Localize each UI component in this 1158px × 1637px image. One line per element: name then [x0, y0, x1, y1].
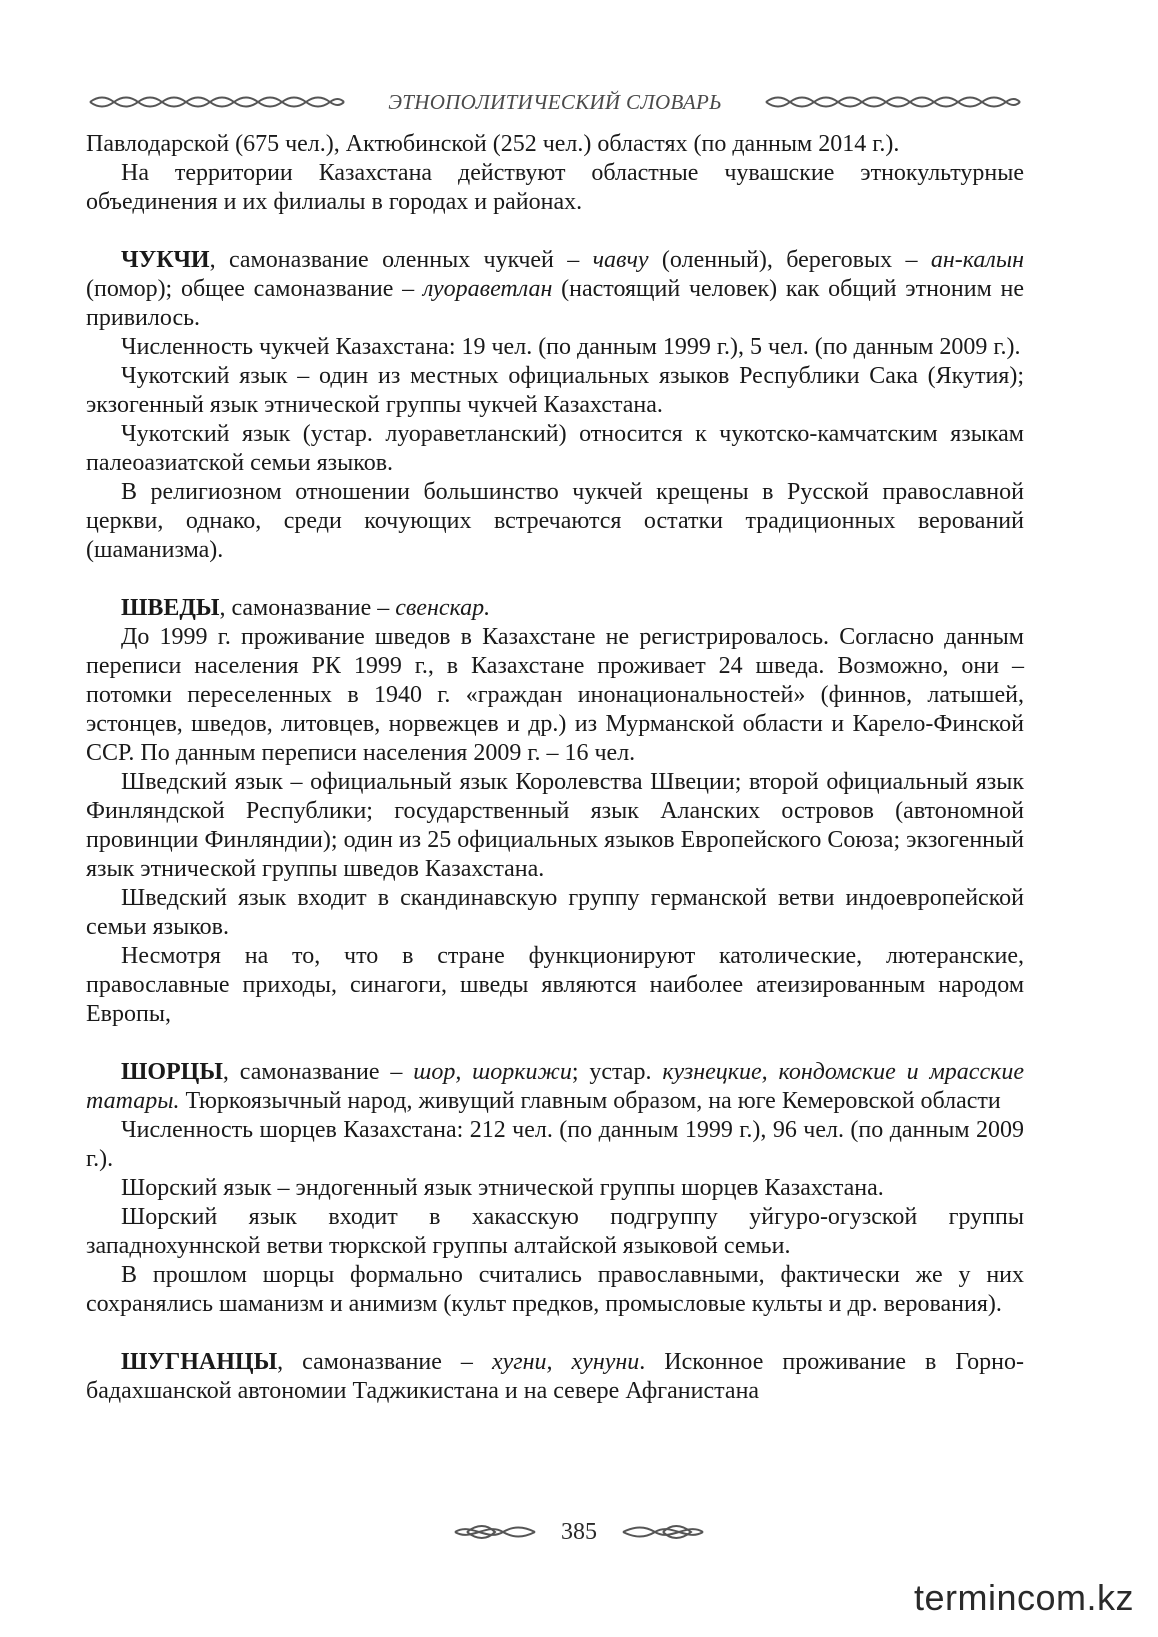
- paragraph: [86, 594, 1024, 623]
- paragraph: [86, 159, 1024, 217]
- entry-term: ШОРЦЫ: [121, 1059, 223, 1085]
- text-run: (настоящий человек) как общий этноним не привилось.: [86, 276, 1024, 331]
- paragraph: [86, 420, 1024, 478]
- text-run: На территории Казахстана действуют областные чувашские этнокультурные объединения и их филиалы в городах и районах.: [86, 160, 1024, 215]
- header-title: ЭТНОПОЛИТИЧЕСКИЙ СЛОВАРЬ: [388, 89, 722, 114]
- text-run: Павлодарской (675 чел.), Актюбинской (252 чел.) областях (по данным 2014 г.).: [86, 131, 900, 157]
- text-run: Шорский язык – эндогенный язык этнической группы шорцев Казахстана.: [121, 1175, 884, 1201]
- text-run: Чукотский язык – один из местных официальных языков Республики Сака (Якутия); экзогенный язык этнической группы чукчей Казахстана.: [86, 363, 1024, 418]
- text-run: Численность чукчей Казахстана: 19 чел. (по данным 1999 г.), 5 чел. (по данным 2009 г.).: [121, 334, 1021, 360]
- header-ornament-right-icon: [762, 91, 1024, 113]
- paragraph: [86, 942, 1024, 1029]
- text-run: В прошлом шорцы формально считались православными, фактически же у них сохранялись шаманизм и анимизм (культ предков, промысловые культы и др. верования).: [86, 1262, 1024, 1317]
- entry-term: ЧУКЧИ: [121, 247, 210, 273]
- paragraph: [86, 1116, 1024, 1174]
- paragraph-gap: [86, 1319, 1024, 1348]
- paragraph: [86, 1261, 1024, 1319]
- text-run: (оленный), береговых –: [648, 247, 931, 273]
- paragraph-gap: [86, 1029, 1024, 1058]
- running-header: [86, 88, 1024, 116]
- site-watermark: termincom.kz: [913, 1577, 1134, 1618]
- paragraph: [86, 478, 1024, 565]
- italic-text: свенскар.: [395, 595, 491, 621]
- footer-ornament-right-icon: [619, 1520, 707, 1544]
- paragraph: [86, 1203, 1024, 1261]
- text-run: , самоназвание –: [222, 1059, 414, 1085]
- text-run: Чукотский язык (устар. луораветланский) относится к чукотско-камчатским языкам палеоазиатской семьи языков.: [86, 421, 1024, 476]
- paragraph: [86, 362, 1024, 420]
- text-run: (помор); общее самоназвание –: [86, 276, 423, 302]
- text-run: , самоназвание –: [219, 595, 396, 621]
- italic-text: хугни, хунуни: [491, 1349, 640, 1375]
- italic-text: ан-калын: [930, 247, 1024, 273]
- text-run: В религиозном отношении большинство чукчей крещены в Русской православной церкви, однако, среди кочующих встречаются остатки традиционных верований (шаманизма).: [86, 479, 1024, 563]
- entry-term: ШВЕДЫ: [121, 595, 220, 621]
- text-run: Шорский язык входит в хакасскую подгруппу уйгуро-огузской группы западнохуннской ветви тюркской группы алтайской языковой семьи.: [86, 1204, 1024, 1259]
- text-run: До 1999 г. проживание шведов в Казахстане не регистрировалось. Согласно данным переписи населения РК 1999 г., в Казахстане проживает 24 шведа. Возможно, они – потомки переселенных в 1940 г. «граждан инонациональностей» (финнов, латышей, эстонцев, шведов, литовцев, норвежцев и др.) из Мурманской области и Карело-Финской ССР. По данным переписи населения 2009 г. – 16 чел.: [86, 624, 1024, 766]
- text-run: , самоназвание оленных чукчей –: [209, 247, 593, 273]
- text-run: , самоназвание –: [277, 1349, 492, 1375]
- text-run: Тюркоязычный народ, живущий главным образом, на юге Кемеровской области: [179, 1088, 1001, 1114]
- italic-text: луораветлан: [422, 276, 553, 302]
- entry-term: ШУГНАНЦЫ: [121, 1349, 278, 1375]
- italic-text: чавчу: [592, 247, 649, 273]
- text-run: Несмотря на то, что в стране функционируют католические, лютеранские, православные приходы, синагоги, шведы являются наиболее атеизированным народом Европы,: [86, 943, 1024, 1027]
- text-run: ; устар.: [571, 1059, 663, 1085]
- paragraph: [86, 1174, 1024, 1203]
- italic-text: шор, шоркижи: [413, 1059, 572, 1085]
- paragraph-gap: [86, 217, 1024, 246]
- text-run: Численность шорцев Казахстана: 212 чел. (по данным 1999 г.), 96 чел. (по данным 2009 г.).: [86, 1117, 1024, 1172]
- page-footer: [0, 1512, 1158, 1552]
- dictionary-text: [86, 130, 1024, 1406]
- page-number: 385: [561, 1518, 597, 1545]
- paragraph-gap: [86, 565, 1024, 594]
- header-ornament-left-icon: [86, 91, 348, 113]
- paragraph: [86, 1058, 1024, 1116]
- paragraph: [86, 333, 1024, 362]
- italic-text: кузнецкие, кондомские и мрасские татары.: [86, 1059, 1024, 1114]
- text-run: Шведский язык входит в скандинавскую группу германской ветви индоевропейской семьи языков.: [86, 885, 1024, 940]
- paragraph: [86, 130, 1024, 159]
- paragraph: [86, 884, 1024, 942]
- text-run: . Исконное проживание в Горно- бадахшанской автономии Таджикистана и на севере Афганистана: [86, 1349, 1024, 1404]
- paragraph: [86, 1348, 1024, 1406]
- text-run: Шведский язык – официальный язык Королевства Швеции; второй официальный язык Финляндской Республики; государственный язык Аланских островов (автономной провинции Финляндии); один из 25 официальных языков Европейского Союза; экзогенный язык этнической группы шведов Казахстана.: [86, 769, 1024, 882]
- footer-ornament-left-icon: [451, 1520, 539, 1544]
- paragraph: [86, 623, 1024, 768]
- paragraph: [86, 768, 1024, 884]
- paragraph: [86, 246, 1024, 333]
